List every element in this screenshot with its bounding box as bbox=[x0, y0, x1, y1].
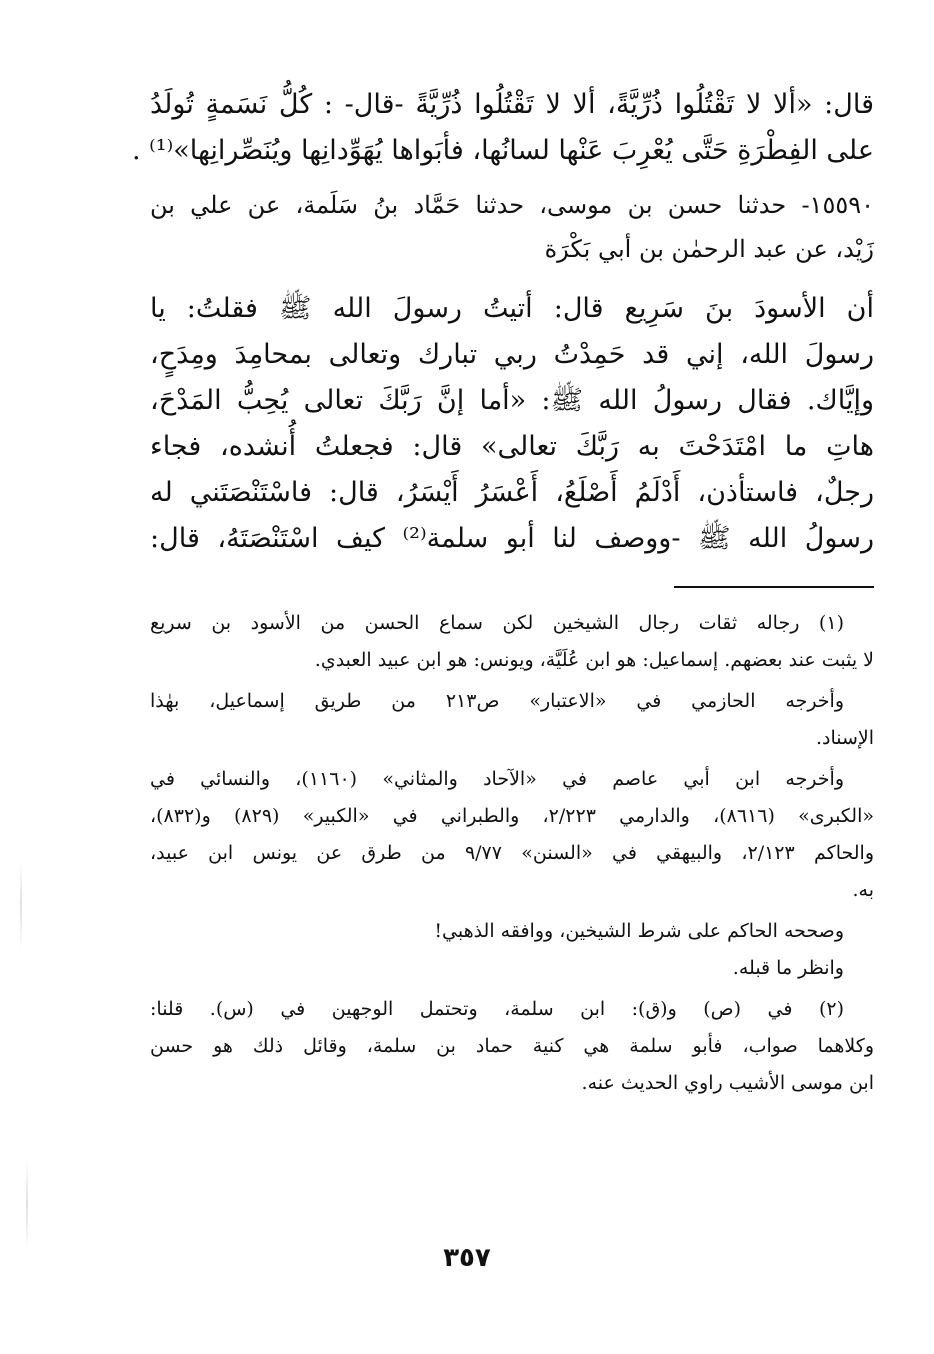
text-line: أن الأسودَ بنَ سَرِيع قال: أتيتُ رسولَ الله ﷺ فقلتُ: يا bbox=[150, 293, 874, 324]
footnote-line: «الكبرى» (٨٦١٦)، والدارمي ٢/٢٢٣، والطبراني في «الكبير» (٨٢٩) و(٨٣٢)، bbox=[150, 805, 874, 827]
text-line: رسولَ الله، إني قد حَمِدْتُ ربي تبارك وتعالى بمحامِدَ ومِدَحٍ، bbox=[150, 339, 874, 370]
footnote-line: الإسناد. bbox=[815, 727, 874, 749]
scan-artifact bbox=[26, 1160, 28, 1250]
text-line: هاتِ ما امْتَدَحْتَ به رَبَّكَ تعالى» قال: فجعلتُ أُنشده، فجاء bbox=[150, 431, 874, 462]
footnote-line: به. bbox=[852, 879, 874, 901]
text-line: قال: «ألا لا تَقْتُلُوا ذُرِّيَّةً، ألا لا تَقْتُلُوا ذُرِّيَّةً -قال- : كُلُّ نَسَمةٍ تُولَدُ bbox=[150, 89, 874, 120]
footnote-line: لا يثبت عند بعضهم. إسماعيل: هو ابن عُلَيَّة، ويونس: هو ابن عبيد العبدي. bbox=[314, 649, 874, 671]
text-line: رسولُ الله ﷺ -ووصف لنا أبو سلمة⁽²⁾ كيف اسْتَنْصَتَهُ، قال: bbox=[150, 523, 874, 554]
book-page bbox=[131, 88, 874, 1354]
footnote-line: والحاكم ٢/١٢٣، والبيهقي في «السنن» ٩/٧٧ من طرق عن يونس ابن عبيد، bbox=[150, 842, 874, 864]
footnotes bbox=[150, 610, 874, 1107]
footnote-1-paragraph bbox=[150, 918, 874, 992]
footnote-line: وأخرجه ابن أبي عاصم في «الآحاد والمثاني» (١١٦٠)، والنسائي في bbox=[150, 768, 844, 790]
page-number: ٣٥٧ bbox=[443, 1243, 491, 1273]
footnote-line: وصححه الحاكم على شرط الشيخين، ووافقه الذهبي! bbox=[434, 920, 844, 942]
footnote-1-paragraph bbox=[150, 766, 874, 914]
text-line: ١٥٥٩٠- حدثنا حسن بن موسى، حدثنا حَمَّاد بنُ سَلَمة، عن علي بن bbox=[150, 191, 874, 219]
hadith-matn bbox=[150, 292, 874, 568]
scan-artifact bbox=[20, 860, 22, 950]
footnote-1-paragraph bbox=[150, 688, 874, 762]
footnote-line: (١) رجاله ثقات رجال الشيخين لكن سماع الحسن من الأسود بن سريع bbox=[150, 612, 844, 634]
text-line: وإيَّاك. فقال رسولُ الله ﷺ: «أما إنَّ رَبَّكَ تعالى يُحِبُّ المَدْحَ، bbox=[150, 385, 874, 416]
footnote-line: (٢) في (ص) و(ق): ابن سلمة، وتحتمل الوجهين في (س). قلنا: bbox=[150, 998, 844, 1020]
text-line: رجلٌ، فاستأذن، أَدْلَمُ أَصْلَعُ، أَعْسَرُ أَيْسَرُ، قال: فاسْتَنْصَتَني له bbox=[150, 477, 874, 508]
footnote-2 bbox=[150, 996, 874, 1107]
hadith-continuation bbox=[131, 88, 874, 180]
footnote-separator bbox=[674, 586, 874, 588]
text-line: زَيْد، عن عبد الرحمٰن بن أبي بَكْرَة bbox=[544, 235, 874, 263]
isnad-paragraph bbox=[150, 190, 874, 278]
footnote-line: وكلاهما صواب، فأبو سلمة هي كنية حماد بن سلمة، وقائل ذلك هو حسن bbox=[150, 1035, 874, 1057]
footnote-line: وانظر ما قبله. bbox=[732, 957, 844, 979]
text-line: على الفِطْرَةِ حَتَّى يُعْرِبَ عَنْها لسانُها، فأبَواها يُهَوِّدانِها ويُنَصِّرانِها»⁽¹⁾ . bbox=[131, 135, 874, 166]
footnote-line: وأخرجه الحازمي في «الاعتبار» ص٢١٣ من طريق إسماعيل، بهٰذا bbox=[150, 690, 845, 712]
footnote-1 bbox=[150, 610, 874, 684]
footnote-line: ابن موسى الأشيب راوي الحديث عنه. bbox=[581, 1072, 874, 1094]
